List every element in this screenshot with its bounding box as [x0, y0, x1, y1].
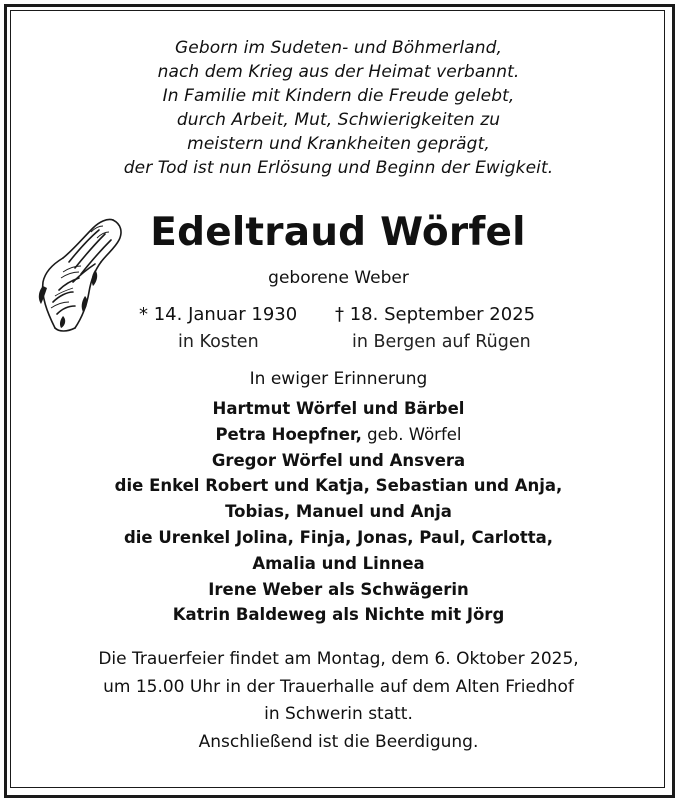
ceremony-line: um 15.00 Uhr in der Trauerhalle auf dem Alten Friedhof	[103, 676, 574, 697]
motto-line: In Familie mit Kindern die Freude gelebt,	[162, 86, 515, 106]
ceremony-line: Die Trauerfeier findet am Montag, dem 6. Oktober 2025,	[98, 649, 579, 669]
mourner-line: die Enkel Robert und Katja, Sebastian und Anja,	[114, 476, 563, 496]
birth-date: * 14. Januar 1930	[139, 304, 298, 325]
motto-line: Geborn im Sudeten- und Böhmerland,	[174, 38, 503, 58]
mourner-line	[0, 422, 677, 448]
mourner-line: Hartmut Wörfel und Bärbel	[212, 399, 465, 418]
memory-line: In ewiger Erinnerung	[249, 369, 428, 389]
mourner-line: Irene Weber als Schwägerin	[208, 579, 469, 599]
motto-line: meistern und Krankheiten geprägt,	[187, 134, 490, 154]
death-place: in Bergen auf Rügen	[352, 332, 531, 352]
mourner-line: Amalia und Linnea	[252, 553, 425, 573]
maiden-name: geborene Weber	[268, 268, 409, 288]
motto-line: durch Arbeit, Mut, Schwierigkeiten zu	[176, 110, 501, 130]
mourner-line: Gregor Wörfel und Ansvera	[211, 450, 466, 470]
motto-line: nach dem Krieg aus der Heimat verbannt.	[157, 62, 520, 82]
mourner-maiden-note: geb. Wörfel	[361, 424, 462, 444]
mourners-list	[0, 396, 677, 628]
motto-verse	[0, 36, 677, 180]
mourner-line: Tobias, Manuel und Anja	[225, 502, 452, 522]
birth-place: in Kosten	[178, 332, 259, 352]
mourner-name: Petra Hoepfner,	[215, 424, 362, 444]
mourner-line: Katrin Baldeweg als Nichte mit Jörg	[172, 605, 505, 625]
deceased-name: Edeltraud Wörfel	[150, 210, 526, 255]
ceremony-line: in Schwerin statt.	[264, 704, 413, 724]
mourner-line: die Urenkel Jolina, Finja, Jonas, Paul, Carlotta,	[123, 527, 554, 547]
ceremony-line: Anschließend ist die Beerdigung.	[198, 731, 479, 752]
death-date: † 18. September 2025	[335, 304, 536, 325]
ceremony-info	[0, 646, 677, 756]
motto-line: der Tod ist nun Erlösung und Beginn der Ewigkeit.	[123, 158, 554, 178]
